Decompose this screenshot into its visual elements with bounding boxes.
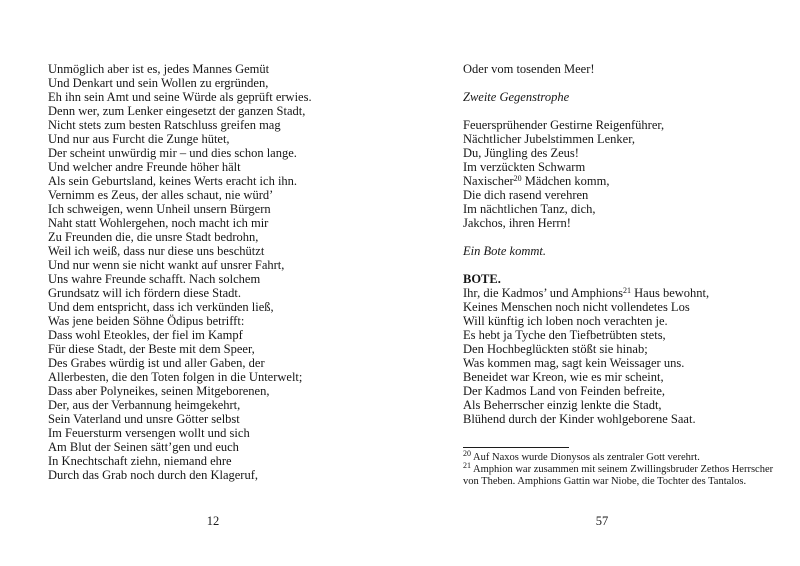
verse-line: Naht statt Wohlergehen, noch macht ich mir [48, 216, 269, 230]
verse-line: Und nur wenn sie nicht wankt auf unsrer Fahrt, [48, 258, 285, 272]
verse-line: Was jene beiden Söhne Ödipus betrifft: [48, 314, 245, 328]
verse-line: Der scheint unwürdig mir – und dies schon lange. [48, 146, 297, 160]
verse-line: Unmöglich aber ist es, jedes Mannes Gemüt [48, 62, 270, 76]
footnote: $^{20}$ Auf Naxos wurde Dionysos als zentraler Gott verehrt. [463, 448, 700, 463]
verse-line [463, 104, 795, 118]
verse-line: Und welcher andre Freunde höher hält [48, 160, 241, 174]
page-number-left: 12 [206, 514, 220, 528]
left-page-text [48, 62, 396, 482]
verse-line: Jakchos, ihren Herrn! [463, 216, 571, 230]
verse-line: Eh ihn sein Amt und seine Würde als geprüft erwies. [48, 90, 312, 104]
verse-line: Du, Jüngling des Zeus! [463, 146, 579, 160]
verse-line: Denn wer, zum Lenker eingesetzt der ganzen Stadt, [48, 104, 306, 118]
verse-line: Beneidet war Kreon, wie es mir scheint, [463, 370, 664, 384]
footnote-marker: 21 [463, 460, 471, 470]
verse-line: Nicht stets zum besten Ratschluss greifen mag [48, 118, 281, 132]
verse-line: Nächtlicher Jubelstimmen Lenker, [463, 132, 636, 146]
verse-line: Feuersprühender Gestirne Reigenführer, [463, 118, 665, 132]
verse-line: Will künftig ich loben noch verachten je. [463, 314, 668, 328]
verse-line: Was kommen mag, sagt kein Weissager uns. [463, 356, 685, 370]
footnote-list [463, 448, 783, 489]
verse-line: Ein Bote kommt. [463, 244, 546, 258]
verse-line: Und dem entspricht, dass ich verkünden ließ, [48, 300, 274, 314]
verse-line: Ich schweigen, wenn Unheil unsern Bürgern [48, 202, 271, 216]
verse-line [463, 230, 795, 244]
verse-line: Es hebt ja Tyche den Tiefbetrübten stets, [463, 328, 666, 342]
verse-line: Sein Vaterland und unsre Götter selbst [48, 412, 240, 426]
footnote: $^{21}$ Amphion war zusammen mit seinem Zwillingsbruder Zethos Herrscher von Theben. Amphions Gattin war Niobe, die Tochter des Tantalos. [463, 460, 774, 488]
verse-line: Weil ich weiß, dass nur diese uns beschützt [48, 244, 265, 258]
verse-line: Im Feuersturm versengen wollt und sich [48, 426, 250, 440]
verse-line: Allerbesten, die den Toten folgen in die Unterwelt; [48, 370, 303, 384]
verse-line: Naxischer$^{20}$ Mädchen komm, [463, 173, 610, 188]
verse-line [463, 76, 795, 90]
verse-line: Der Kadmos Land von Feinden befreite, [463, 384, 666, 398]
footnote-reference: 21 [623, 285, 632, 295]
verse-line: Keines Menschen noch nicht vollendetes Los [463, 300, 690, 314]
verse-line: In Knechtschaft ziehn, niemand ehre [48, 454, 232, 468]
verse-line: Dass aber Polyneikes, seinen Mitgeborenen, [48, 384, 270, 398]
verse-line: Grundsatz will ich fördern diese Stadt. [48, 286, 242, 300]
footnote-reference: 20 [513, 173, 522, 183]
footnote-separator [463, 447, 569, 448]
verse-line: Oder vom tosenden Meer! [463, 62, 595, 76]
right-page-text [463, 62, 795, 426]
verse-line: Im verzückten Schwarm [463, 160, 586, 174]
page-number-right: 57 [595, 514, 609, 528]
verse-line: Der, aus der Verbannung heimgekehrt, [48, 398, 241, 412]
footnotes [463, 447, 783, 489]
verse-line [463, 258, 795, 272]
verse-line: Am Blut der Seinen sätt’gen und euch [48, 440, 239, 454]
verse-line: Durch das Grab noch durch den Klageruf, [48, 468, 258, 482]
verse-line: Zweite Gegenstrophe [463, 90, 570, 104]
verse-line: Uns wahre Freunde schafft. Nach solchem [48, 272, 261, 286]
verse-line: Die dich rasend verehren [463, 188, 589, 202]
verse-line: Vernimm es Zeus, der alles schaut, nie würd’ [48, 188, 274, 202]
verse-line: Ihr, die Kadmos’ und Amphions$^{21}$ Haus bewohnt, [463, 285, 710, 300]
verse-line: Als Beherrscher einzig lenkte die Stadt, [463, 398, 662, 412]
verse-line: Und nur aus Furcht die Zunge hütet, [48, 132, 230, 146]
verse-line: Blühend durch der Kinder wohlgeborene Saat. [463, 412, 696, 426]
verse-line: Für diese Stadt, der Beste mit dem Speer, [48, 342, 255, 356]
verse-line: Und Denkart und sein Wollen zu ergründen, [48, 76, 269, 90]
verse-line: Des Grabes würdig ist und aller Gaben, der [48, 356, 265, 370]
verse-line: Als sein Geburtsland, keines Werts eracht ich ihn. [48, 174, 298, 188]
verse-line: Dass wohl Eteokles, der fiel im Kampf [48, 328, 243, 342]
verse-line: Den Hochbeglückten stößt sie hinab; [463, 342, 648, 356]
verse-line: Zu Freunden die, die unsre Stadt bedrohn, [48, 230, 259, 244]
verse-line: BOTE. [463, 272, 501, 286]
verse-line: Im nächtlichen Tanz, dich, [463, 202, 596, 216]
footnote-marker: 20 [463, 448, 471, 458]
